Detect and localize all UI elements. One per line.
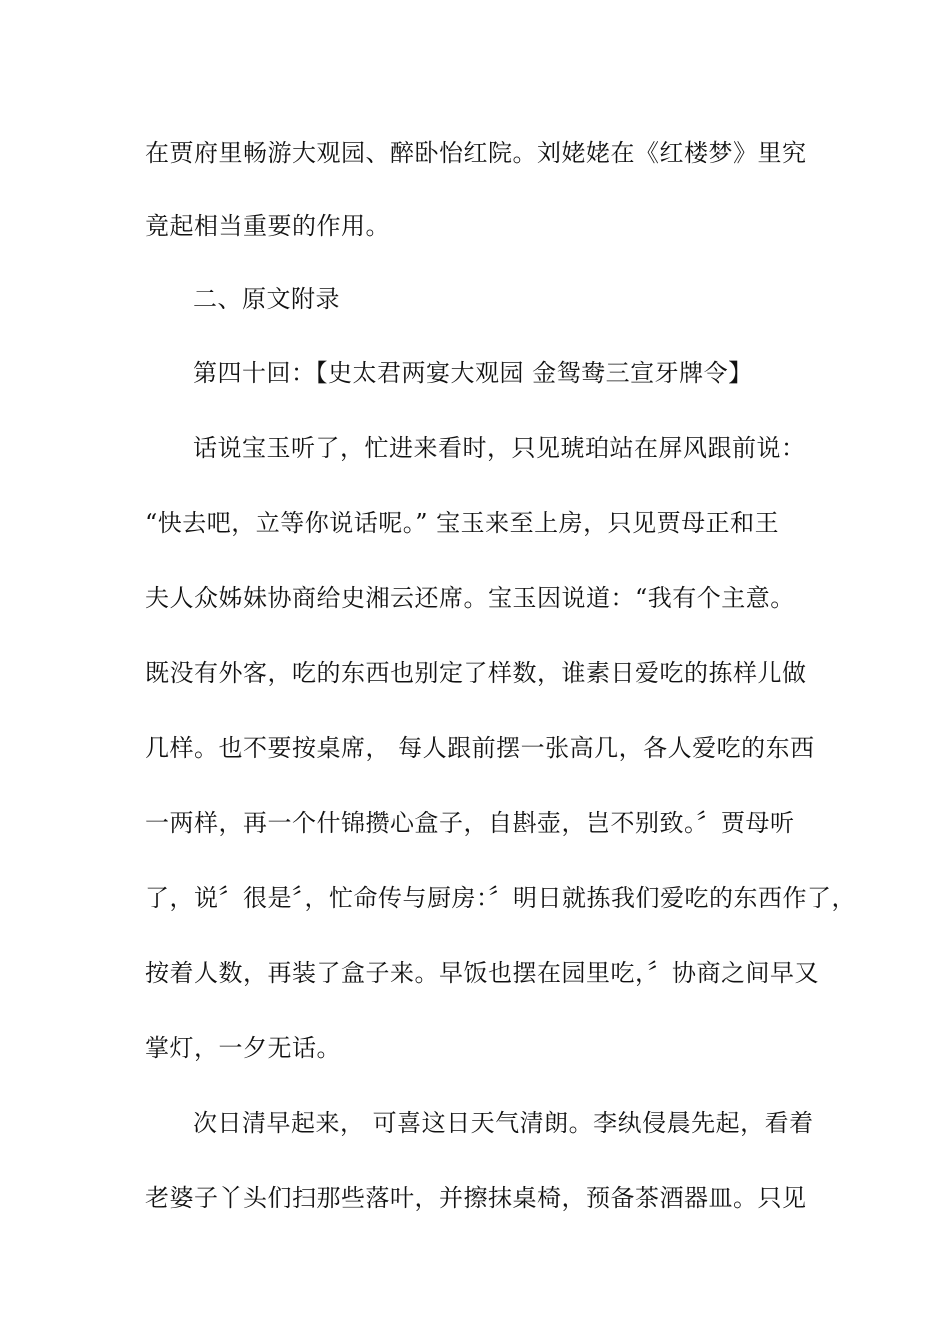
- text-line: 竟起相当重要的作用。: [145, 212, 390, 240]
- text-line: 了，说〞很是〞，忙命传与厨房：〞明日就拣我们爱吃的东西作了，: [145, 884, 856, 912]
- text-line: 话说宝玉听了，忙进来看时，只见琥珀站在屏风跟前说：: [193, 434, 806, 462]
- chapter-title: 第四十回：【史太君两宴大观园 金鸳鸯三宣牙牌令】: [193, 359, 753, 387]
- text-line: 次日清早起来， 可喜这日天气清朗。李纨侵晨先起，看着: [193, 1109, 814, 1137]
- text-line: 几样。也不要按桌席， 每人跟前摆一张高几，各人爱吃的东西: [145, 734, 815, 762]
- text-line: 在贾府里畅游大观园、醉卧怡红院。刘姥姥在《红楼梦》里究: [145, 139, 807, 167]
- text-line: 一两样，再一个什锦攒心盒子，自斟壶，岂不别致。〞贾母听: [145, 809, 795, 837]
- text-line: 既没有外客，吃的东西也别定了样数，谁素日爱吃的拣样儿做: [145, 659, 807, 687]
- text-line: 按着人数，再装了盒子来。早饭也摆在园里吃，〞协商之间早又: [145, 959, 819, 987]
- text-line: 夫人众姊妹协商给史湘云还席。宝玉因说道：“我有个主意。: [145, 584, 795, 612]
- text-line: 老婆子丫头们扫那些落叶，并擦抹桌椅，预备茶酒器皿。只见: [145, 1184, 807, 1212]
- text-line: 掌灯，一夕无话。: [145, 1034, 341, 1062]
- section-heading: 二、原文附录: [193, 285, 340, 313]
- text-line: “快去吧，立等你说话呢。” 宝玉来至上房，只见贾母正和王: [145, 509, 780, 537]
